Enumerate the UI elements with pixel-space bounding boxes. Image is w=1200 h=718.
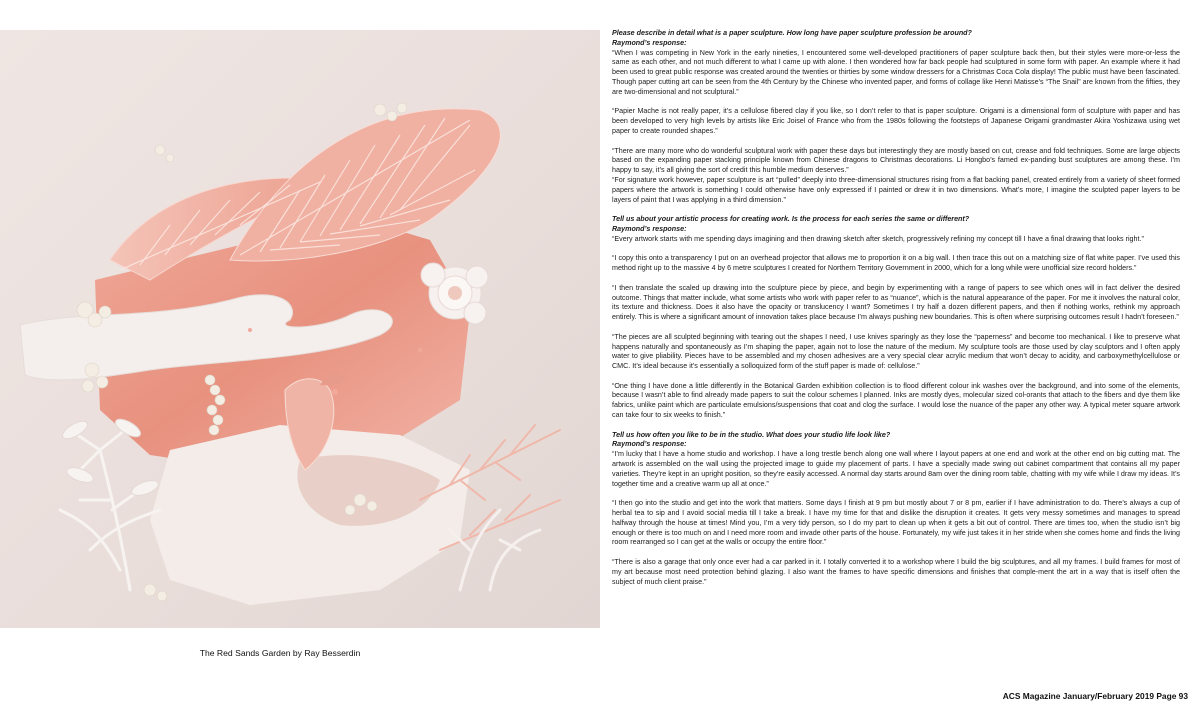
answer-paragraph: “One thing I have done a little differently in the Botanical Garden exhibition collection is to flood different colour ink washes over the background, and into some of the elements, because I wasn’t able to find already made papers to suit the colour schemes I planned. Inks are mostly dyes, molecular sized col-orants that attach to the fibers and dye them like fabrics, unlike paint which are particulate emulsions/suspensions that coat and clog the surface. I would lose the nuance of the paper any other way. A typical meter square artwork can take four to six weeks to finish.” <box>612 381 1180 420</box>
image-caption: The Red Sands Garden by Ray Besserdin <box>199 648 361 658</box>
answer-paragraph: “The pieces are all sculpted beginning with tearing out the shapes I need, I use knives sparingly as they lose the “paperness” and become too mechanical. I like to preserve what happens naturally and spontaneously as I’m shaping the paper, again not to lose the nature of the medium. My sculpture tools are those used by clay sculptors and I often apply water to give pliability. Pieces have to be assembled and my chosen adhesives are a very special clear acrylic medium that won’t decay to acidity, and carboxymethylcellulose or CMC. It’s ideal because it’s essentially a solloquized form of the stuff paper is made of: cellulose.” <box>612 332 1180 371</box>
answer-paragraph: “I copy this onto a transparency I put on an overhead projector that allows me to proportion it on a big wall. I then trace this out on a matching size of flat white paper. I’ve used this method right up to the massive 4 by 6 metre sculptures I created for Northern Territory Government in 2000, which for a long while were unofficial size record holders.” <box>612 254 1180 273</box>
answer-paragraph: “Papier Mache is not really paper, it’s a cellulose fibered clay if you like, so I don’t refer to that is paper sculpture. Origami is a dimensional form of sculpture with paper and has been developed to very high levels by artists like Eric Joisel of France who from the 1980s following the footsteps of Japanese Origami grandmaster Akira Yoshizawa using wet paper to create rounded shapes.” <box>612 107 1180 135</box>
question-studio-life: Tell us how often you like to be in the studio. What does your studio life look like? <box>612 430 891 439</box>
page-footer: ACS Magazine January/February 2019 Page 93 <box>1002 691 1188 701</box>
artwork-image <box>0 30 600 628</box>
article-text <box>612 29 1180 587</box>
answer-paragraph: “I’m lucky that I have a home studio and workshop. I have a long trestle bench along one wall where I layout papers at one end and work at the other end on big cutting mat. The artwork is assembled on the wall using the projected image to guide my placement of parts. I have a specially made swing out cabinet compartment that contains all my paper varieties. They’re kept in an upright position, so they’re easily accessed. A normal day starts around 8am over the dining room table, chatting with my wife while I draw my ideas. It’s together time and a creative warm up all at once.” <box>612 450 1180 488</box>
answer-paragraph: “There are many more who do wonderful sculptural work with paper these days but interestingly they are mostly based on cut, crease and fold techniques. Some are large objects based on the expanding paper stacking principle known from Chinese dragons to Christmas decorations. Li Hongbo’s famed ex-panding bust sculptures are among these. I’m happy to say, it’s all giving the sort of credit this humble medium deserves.” <box>612 146 1180 175</box>
answer-paragraph: “Every artwork starts with me spending days imagining and then drawing sketch after sketch, progressively refining my concept till I have a final drawing that looks right.” <box>612 234 1144 243</box>
answer-paragraph: “I then go into the studio and get into the work that matters. Some days I finish at 9 pm but mostly about 7 or 8 pm, earlier if I have administration to do. There’s always a cup of herbal tea to sip and I avoid social media till I take a break. I have my time for that and dislike the disruption it creates. It gets very messy sometimes and manages to spread halfway through the house at times! Mind you, I’m a very tidy person, so I do my part to clean up when it gets a bit out of control. There are times too, when the studio isn’t big enough or there is too much on and I need more room and invade other parts of the house. Fortunately, my wife just takes it in her stride when she comes home and finds the living room rearranged so I can get at the walls or occupy the entire floor.” <box>612 499 1180 547</box>
response-label: Raymond’s response: <box>612 38 687 47</box>
question-artistic-process: Tell us about your artistic process for creating work. Is the process for each series the same or different? <box>612 215 970 224</box>
response-label: Raymond’s response: <box>612 440 687 449</box>
answer-paragraph: “I then translate the scaled up drawing into the sculpture piece by piece, and begin by experimenting with a range of papers to see which ones will in fact deliver the desired outcome. Things that matter include, what some artists who work with paper refer to as “nuance”, which is the natural appearance of the paper. For me it involves the natural color, its texture and thickness. Does it also have the opacity or translucency I want? Sometimes I try half a dozen different papers, and then if nothing works, rethink my approach entirely. This is where a significant amount of innovation takes place because I’m always pushing new boundaries. This is often where surprising outcomes result I hadn’t foreseen.” <box>612 283 1180 322</box>
question-paper-sculpture: Please describe in detail what is a paper sculpture. How long have paper sculpture profession be around? <box>612 29 972 37</box>
response-label: Raymond’s response: <box>612 224 687 233</box>
answer-paragraph: “For signature work however, paper sculpture is art “pulled” deeply into three-dimensional structures rising from a flat backing panel, created entirely from a variety of sheet formed papers where the artwork is something I could otherwise have only expressed if I painted or drew it in two dimensions. What’s more, I imagine the sculpted paper layers to be layers of paint that I was applying in a third dimension.” <box>612 175 1180 204</box>
answer-paragraph: “When I was competing in New York in the early nineties, I encountered some well-developed practitioners of paper sculpture back then, but their styles were more-or-less the same as each other, and not much different to what I came up with alone. I then wondered how far back people had sculptured in some form with paper. An example where it had been used to great public response was created around the twenties or thirties by some window dressers for a Christmas Coca Cola display! The public must have been fascinated. Though paper cutting art can be seen from the 4th Century by the Chinese who invented paper, and forms of collage like Henri Matisse’s “The Snail” are known from the fifties, they are two-dimensional and not sculptural.” <box>612 48 1180 96</box>
answer-paragraph: “There is also a garage that only once ever had a car parked in it. I totally converted it to a workshop where I build the big sculptures, and all my frames. I build frames for most of my art because most need protection behind glazing. I also want the frames to have specific dimensions and finishes that comple-ment the art in a way that is itself often the subject of much client praise.” <box>612 558 1180 586</box>
